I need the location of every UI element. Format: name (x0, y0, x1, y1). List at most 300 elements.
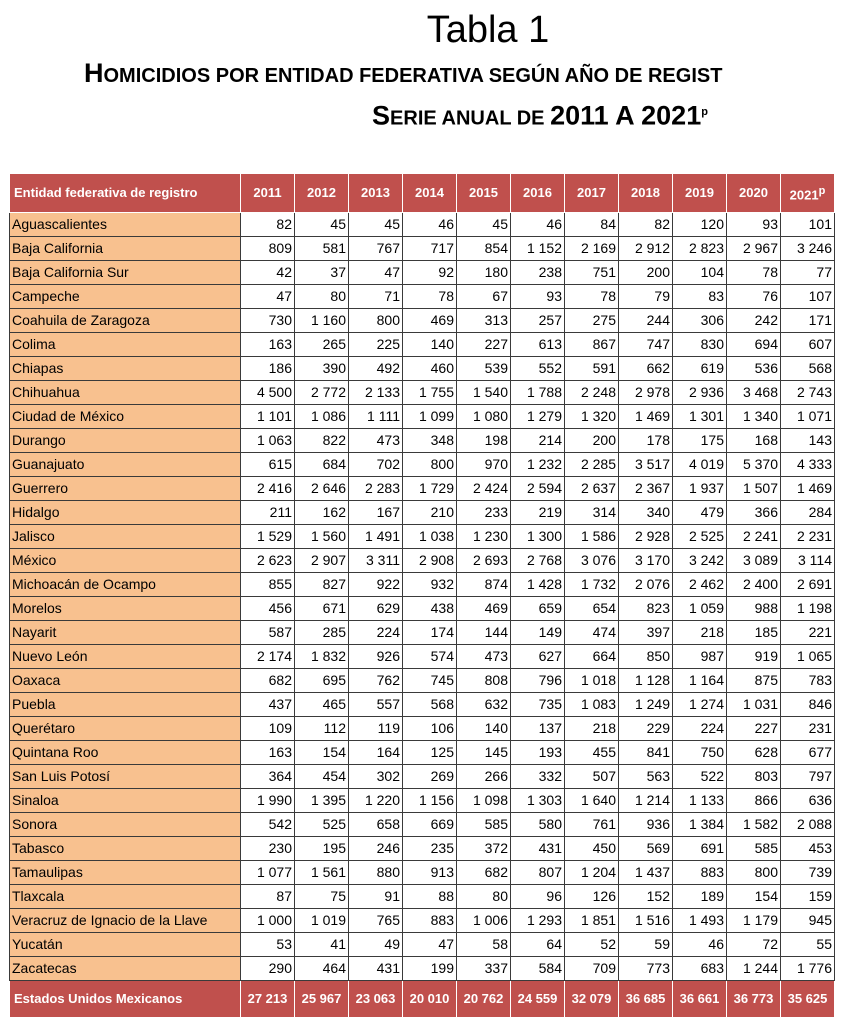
cell-value: 464 (295, 957, 349, 981)
cell-value: 290 (241, 957, 295, 981)
cell-value: 767 (349, 237, 403, 261)
cell-value: 855 (241, 573, 295, 597)
cell-value: 431 (511, 837, 565, 861)
state-name: Aguascalientes (10, 213, 241, 237)
state-name: Quintana Roo (10, 741, 241, 765)
cell-value: 1 038 (403, 525, 457, 549)
header-year-2011: 2011 (241, 174, 295, 213)
state-name: Oaxaca (10, 669, 241, 693)
cell-value: 1 729 (403, 477, 457, 501)
table-row (10, 669, 835, 693)
cell-value: 285 (295, 621, 349, 645)
cell-value: 1 493 (673, 909, 727, 933)
total-value: 25 967 (295, 981, 349, 1018)
cell-value: 1 507 (727, 477, 781, 501)
cell-value: 2 936 (673, 381, 727, 405)
cell-value: 2 424 (457, 477, 511, 501)
table-row (10, 429, 835, 453)
cell-value: 137 (511, 717, 565, 741)
state-name: Jalisco (10, 525, 241, 549)
state-name: Chihuahua (10, 381, 241, 405)
cell-value: 1 274 (673, 693, 727, 717)
cell-value: 1 529 (241, 525, 295, 549)
cell-value: 1 152 (511, 237, 565, 261)
table-row (10, 957, 835, 981)
cell-value: 219 (511, 501, 565, 525)
cell-value: 1 293 (511, 909, 565, 933)
table-row (10, 501, 835, 525)
cell-value: 615 (241, 453, 295, 477)
state-name: Baja California (10, 237, 241, 261)
cell-value: 163 (241, 741, 295, 765)
cell-value: 2 088 (781, 813, 835, 837)
table-row (10, 597, 835, 621)
cell-value: 2 908 (403, 549, 457, 573)
cell-value: 340 (619, 501, 673, 525)
cell-value: 932 (403, 573, 457, 597)
cell-value: 913 (403, 861, 457, 885)
cell-value: 745 (403, 669, 457, 693)
table-row (10, 525, 835, 549)
cell-value: 945 (781, 909, 835, 933)
cell-value: 244 (619, 309, 673, 333)
cell-value: 1 788 (511, 381, 565, 405)
cell-value: 313 (457, 309, 511, 333)
table-row (10, 861, 835, 885)
table-header-row (10, 174, 835, 213)
cell-value: 469 (457, 597, 511, 621)
total-value: 32 079 (565, 981, 619, 1018)
cell-value: 59 (619, 933, 673, 957)
cell-value: 230 (241, 837, 295, 861)
total-value: 20 762 (457, 981, 511, 1018)
cell-value: 874 (457, 573, 511, 597)
cell-value: 2 646 (295, 477, 349, 501)
state-name: Hidalgo (10, 501, 241, 525)
cell-value: 145 (457, 741, 511, 765)
cell-value: 47 (403, 933, 457, 957)
cell-value: 2 133 (349, 381, 403, 405)
cell-value: 42 (241, 261, 295, 285)
cell-value: 926 (349, 645, 403, 669)
cell-value: 397 (619, 621, 673, 645)
cell-value: 1 776 (781, 957, 835, 981)
state-name: México (10, 549, 241, 573)
cell-value: 120 (673, 213, 727, 237)
table-row (10, 741, 835, 765)
cell-value: 75 (295, 885, 349, 909)
cell-value: 846 (781, 693, 835, 717)
cell-value: 4 500 (241, 381, 295, 405)
cell-value: 580 (511, 813, 565, 837)
cell-value: 800 (727, 861, 781, 885)
total-value: 36 685 (619, 981, 673, 1018)
state-name: Colima (10, 333, 241, 357)
cell-value: 453 (781, 837, 835, 861)
cell-value: 46 (403, 213, 457, 237)
cell-value: 178 (619, 429, 673, 453)
cell-value: 1 230 (457, 525, 511, 549)
cell-value: 2 768 (511, 549, 565, 573)
cell-value: 2 400 (727, 573, 781, 597)
cell-value: 366 (727, 501, 781, 525)
cell-value: 1 080 (457, 405, 511, 429)
cell-value: 154 (295, 741, 349, 765)
cell-value: 2 525 (673, 525, 727, 549)
cell-value: 200 (619, 261, 673, 285)
cell-value: 765 (349, 909, 403, 933)
cell-value: 525 (295, 813, 349, 837)
state-name: Morelos (10, 597, 241, 621)
cell-value: 186 (241, 357, 295, 381)
cell-value: 231 (781, 717, 835, 741)
cell-value: 93 (511, 285, 565, 309)
cell-value: 465 (295, 693, 349, 717)
cell-value: 1 086 (295, 405, 349, 429)
cell-value: 200 (565, 429, 619, 453)
header-year-2017: 2017 (565, 174, 619, 213)
cell-value: 830 (673, 333, 727, 357)
table-row (10, 573, 835, 597)
cell-value: 671 (295, 597, 349, 621)
cell-value: 883 (403, 909, 457, 933)
table-row (10, 765, 835, 789)
subtitle-text: OMICIDIOS POR ENTIDAD FEDERATIVA SEGÚN AÑO DE REGIST (103, 65, 723, 87)
cell-value: 107 (781, 285, 835, 309)
header-year-2016: 2016 (511, 174, 565, 213)
cell-value: 1 198 (781, 597, 835, 621)
series-initial: S (372, 100, 391, 131)
cell-value: 144 (457, 621, 511, 645)
total-value: 27 213 (241, 981, 295, 1018)
table-row (10, 813, 835, 837)
cell-value: 850 (619, 645, 673, 669)
cell-value: 2 367 (619, 477, 673, 501)
cell-value: 3 242 (673, 549, 727, 573)
state-name: San Luis Potosí (10, 765, 241, 789)
cell-value: 507 (565, 765, 619, 789)
cell-value: 460 (403, 357, 457, 381)
cell-value: 364 (241, 765, 295, 789)
cell-value: 880 (349, 861, 403, 885)
state-name: Tlaxcala (10, 885, 241, 909)
cell-value: 1 065 (781, 645, 835, 669)
cell-value: 437 (241, 693, 295, 717)
cell-value: 227 (727, 717, 781, 741)
cell-value: 79 (619, 285, 673, 309)
cell-value: 1 586 (565, 525, 619, 549)
cell-value: 822 (295, 429, 349, 453)
cell-value: 730 (241, 309, 295, 333)
state-name: Michoacán de Ocampo (10, 573, 241, 597)
cell-value: 1 560 (295, 525, 349, 549)
cell-value: 807 (511, 861, 565, 885)
cell-value: 45 (295, 213, 349, 237)
cell-value: 92 (403, 261, 457, 285)
cell-value: 585 (457, 813, 511, 837)
cell-value: 167 (349, 501, 403, 525)
cell-value: 1 832 (295, 645, 349, 669)
cell-value: 539 (457, 357, 511, 381)
cell-value: 1 437 (619, 861, 673, 885)
total-label: Estados Unidos Mexicanos (10, 981, 241, 1018)
homicides-table (9, 173, 835, 1018)
header-year-2013: 2013 (349, 174, 403, 213)
cell-value: 152 (619, 885, 673, 909)
cell-value: 987 (673, 645, 727, 669)
cell-value: 159 (781, 885, 835, 909)
cell-value: 1 031 (727, 693, 781, 717)
cell-value: 492 (349, 357, 403, 381)
cell-value: 808 (457, 669, 511, 693)
cell-value: 662 (619, 357, 673, 381)
cell-value: 664 (565, 645, 619, 669)
cell-value: 76 (727, 285, 781, 309)
cell-value: 372 (457, 837, 511, 861)
cell-value: 64 (511, 933, 565, 957)
table-row (10, 621, 835, 645)
cell-value: 106 (403, 717, 457, 741)
cell-value: 632 (457, 693, 511, 717)
cell-value: 797 (781, 765, 835, 789)
table-row (10, 693, 835, 717)
cell-value: 613 (511, 333, 565, 357)
cell-value: 125 (403, 741, 457, 765)
cell-value: 469 (403, 309, 457, 333)
cell-value: 1 384 (673, 813, 727, 837)
cell-value: 2 623 (241, 549, 295, 573)
cell-value: 80 (457, 885, 511, 909)
state-name: Yucatán (10, 933, 241, 957)
cell-value: 210 (403, 501, 457, 525)
cell-value: 82 (241, 213, 295, 237)
cell-value: 390 (295, 357, 349, 381)
cell-value: 3 076 (565, 549, 619, 573)
cell-value: 1 059 (673, 597, 727, 621)
cell-value: 221 (781, 621, 835, 645)
cell-value: 3 468 (727, 381, 781, 405)
cell-value: 569 (619, 837, 673, 861)
cell-value: 46 (673, 933, 727, 957)
cell-value: 84 (565, 213, 619, 237)
cell-value: 2 823 (673, 237, 727, 261)
cell-value: 809 (241, 237, 295, 261)
cell-value: 2 907 (295, 549, 349, 573)
cell-value: 739 (781, 861, 835, 885)
page-title: Tabla 1 (426, 9, 550, 51)
cell-value: 438 (403, 597, 457, 621)
state-name: Durango (10, 429, 241, 453)
cell-value: 269 (403, 765, 457, 789)
cell-value: 2 462 (673, 573, 727, 597)
cell-value: 1 582 (727, 813, 781, 837)
cell-value: 1 133 (673, 789, 727, 813)
cell-value: 218 (673, 621, 727, 645)
cell-value: 52 (565, 933, 619, 957)
cell-value: 695 (295, 669, 349, 693)
header-year-2014: 2014 (403, 174, 457, 213)
cell-value: 803 (727, 765, 781, 789)
cell-value: 536 (727, 357, 781, 381)
cell-value: 1 428 (511, 573, 565, 597)
cell-value: 47 (349, 261, 403, 285)
cell-value: 1 077 (241, 861, 295, 885)
cell-value: 591 (565, 357, 619, 381)
cell-value: 1 000 (241, 909, 295, 933)
cell-value: 2 693 (457, 549, 511, 573)
cell-value: 2 076 (619, 573, 673, 597)
cell-value: 669 (403, 813, 457, 837)
cell-value: 883 (673, 861, 727, 885)
cell-value: 1 063 (241, 429, 295, 453)
cell-value: 78 (727, 261, 781, 285)
cell-value: 1 018 (565, 669, 619, 693)
cell-value: 2 967 (727, 237, 781, 261)
cell-value: 684 (295, 453, 349, 477)
cell-value: 431 (349, 957, 403, 981)
cell-value: 717 (403, 237, 457, 261)
cell-value: 265 (295, 333, 349, 357)
cell-value: 4 333 (781, 453, 835, 477)
cell-value: 224 (349, 621, 403, 645)
state-name: Ciudad de México (10, 405, 241, 429)
state-name: Nuevo León (10, 645, 241, 669)
state-name: Coahuila de Zaragoza (10, 309, 241, 333)
cell-value: 93 (727, 213, 781, 237)
cell-value: 164 (349, 741, 403, 765)
cell-value: 574 (403, 645, 457, 669)
cell-value: 479 (673, 501, 727, 525)
cell-value: 867 (565, 333, 619, 357)
cell-value: 67 (457, 285, 511, 309)
cell-value: 275 (565, 309, 619, 333)
cell-value: 683 (673, 957, 727, 981)
cell-value: 284 (781, 501, 835, 525)
cell-value: 1 540 (457, 381, 511, 405)
cell-value: 58 (457, 933, 511, 957)
cell-value: 568 (403, 693, 457, 717)
table-row (10, 645, 835, 669)
cell-value: 2 285 (565, 453, 619, 477)
cell-value: 211 (241, 501, 295, 525)
cell-value: 189 (673, 885, 727, 909)
cell-value: 682 (457, 861, 511, 885)
cell-value: 306 (673, 309, 727, 333)
cell-value: 522 (673, 765, 727, 789)
cell-value: 450 (565, 837, 619, 861)
cell-value: 1 214 (619, 789, 673, 813)
cell-value: 112 (295, 717, 349, 741)
cell-value: 587 (241, 621, 295, 645)
cell-value: 581 (295, 237, 349, 261)
cell-value: 1 179 (727, 909, 781, 933)
cell-value: 1 249 (619, 693, 673, 717)
cell-value: 1 301 (673, 405, 727, 429)
subtitle-initial: H (84, 58, 104, 88)
state-name: Tabasco (10, 837, 241, 861)
cell-value: 78 (565, 285, 619, 309)
cell-value: 87 (241, 885, 295, 909)
preliminary-mark: p (701, 106, 708, 118)
cell-value: 3 246 (781, 237, 835, 261)
cell-value: 37 (295, 261, 349, 285)
cell-value: 1 098 (457, 789, 511, 813)
cell-value: 3 170 (619, 549, 673, 573)
cell-value: 41 (295, 933, 349, 957)
cell-value: 2 283 (349, 477, 403, 501)
cell-value: 796 (511, 669, 565, 693)
cell-value: 195 (295, 837, 349, 861)
state-name: Guanajuato (10, 453, 241, 477)
table-row (10, 357, 835, 381)
series-range: 2011 A 2021 (550, 100, 702, 131)
cell-value: 1 755 (403, 381, 457, 405)
cell-value: 2 241 (727, 525, 781, 549)
cell-value: 2 912 (619, 237, 673, 261)
cell-value: 628 (727, 741, 781, 765)
cell-value: 1 469 (619, 405, 673, 429)
state-name: Baja California Sur (10, 261, 241, 285)
total-value: 20 010 (403, 981, 457, 1018)
cell-value: 1 220 (349, 789, 403, 813)
state-name: Sinaloa (10, 789, 241, 813)
table-row (10, 909, 835, 933)
cell-value: 694 (727, 333, 781, 357)
cell-value: 257 (511, 309, 565, 333)
cell-value: 456 (241, 597, 295, 621)
table-row (10, 837, 835, 861)
cell-value: 238 (511, 261, 565, 285)
total-value: 24 559 (511, 981, 565, 1018)
cell-value: 866 (727, 789, 781, 813)
cell-value: 119 (349, 717, 403, 741)
cell-value: 1 300 (511, 525, 565, 549)
cell-value: 162 (295, 501, 349, 525)
cell-value: 654 (565, 597, 619, 621)
cell-value: 71 (349, 285, 403, 309)
cell-value: 800 (403, 453, 457, 477)
state-name: Querétaro (10, 717, 241, 741)
cell-value: 1 937 (673, 477, 727, 501)
cell-value: 691 (673, 837, 727, 861)
cell-value: 91 (349, 885, 403, 909)
cell-value: 53 (241, 933, 295, 957)
cell-value: 1 320 (565, 405, 619, 429)
cell-value: 45 (349, 213, 403, 237)
cell-value: 1 561 (295, 861, 349, 885)
cell-value: 143 (781, 429, 835, 453)
header-state: Entidad federativa de registro (10, 174, 241, 213)
cell-value: 682 (241, 669, 295, 693)
cell-value: 800 (349, 309, 403, 333)
cell-value: 101 (781, 213, 835, 237)
table-row (10, 285, 835, 309)
table-row (10, 789, 835, 813)
cell-value: 773 (619, 957, 673, 981)
state-name: Zacatecas (10, 957, 241, 981)
cell-value: 72 (727, 933, 781, 957)
cell-value: 314 (565, 501, 619, 525)
table-row (10, 453, 835, 477)
cell-value: 1 732 (565, 573, 619, 597)
header-year-2012: 2012 (295, 174, 349, 213)
table-body (10, 213, 835, 1018)
cell-value: 2 691 (781, 573, 835, 597)
cell-value: 659 (511, 597, 565, 621)
table-row (10, 309, 835, 333)
cell-value: 174 (403, 621, 457, 645)
cell-value: 2 978 (619, 381, 673, 405)
